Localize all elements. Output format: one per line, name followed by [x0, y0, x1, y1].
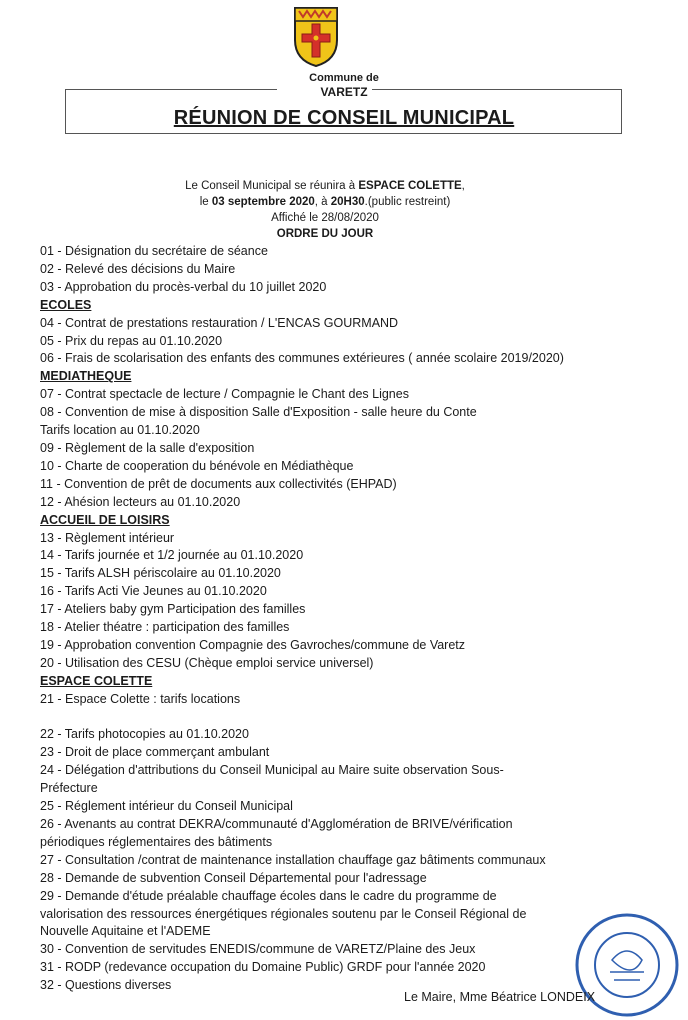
agenda-item: 08 - Convention de mise à disposition Salle d'Exposition - salle heure du Conte — [40, 405, 477, 420]
agenda-item: 11 - Convention de prêt de documents aux collectivités (EHPAD) — [40, 476, 397, 491]
agenda-item: 24 - Délégation d'attributions du Conseil Municipal au Maire suite observation Sous- — [40, 763, 504, 778]
notice-text: .(public restreint) — [364, 196, 451, 208]
agenda-item: 19 - Approbation convention Compagnie des Gavroches/commune de Varetz — [40, 637, 466, 652]
agenda-item: Tarifs location au 01.10.2020 — [40, 423, 200, 438]
agenda-item: 20 - Utilisation des CESU (Chèque emploi service universel) — [40, 655, 374, 670]
agenda-item: 14 - Tarifs journée et 1/2 journée au 01.10.2020 — [40, 548, 304, 563]
agenda-spacer — [40, 709, 640, 727]
agenda-item: valorisation des ressources énergétiques régionales soutenu par le Conseil Régional de — [40, 906, 527, 921]
agenda-item: 03 - Approbation du procès-verbal du 10 juillet 2020 — [40, 279, 327, 294]
agenda-item: 12 - Ahésion lecteurs au 01.10.2020 — [40, 494, 241, 509]
meeting-time: 20H30 — [330, 196, 365, 208]
commune-label: Commune de — [309, 72, 379, 84]
agenda-item: 05 - Prix du repas au 01.10.2020 — [40, 333, 223, 348]
agenda-item: 04 - Contrat de prestations restauration / L'ENCAS GOURMAND — [40, 315, 399, 330]
agenda-item: 18 - Atelier théatre : participation des familles — [40, 620, 290, 635]
agenda-item: périodiques réglementaires des bâtiments — [40, 834, 273, 849]
agenda-item: 29 - Demande d'étude préalable chauffage écoles dans le cadre du programme de — [40, 888, 497, 903]
agenda-item: Nouvelle Aquitaine et l'ADEME — [40, 924, 211, 939]
agenda-section-heading: ACCUEIL DE LOISIRS — [40, 512, 170, 527]
notice-text: Le Conseil Municipal se réunira à — [185, 180, 359, 192]
agenda-item: 27 - Consultation /contrat de maintenance installation chauffage gaz bâtiments communaux — [40, 852, 546, 867]
notice-text: , — [461, 180, 465, 192]
agenda-item: 32 - Questions diverses — [40, 978, 172, 993]
agenda-item: Préfecture — [40, 781, 98, 796]
meeting-date: 03 septembre 2020 — [211, 196, 315, 208]
agenda-item: 30 - Convention de servitudes ENEDIS/commune de VARETZ/Plaine des Jeux — [40, 942, 476, 957]
notice-text: , à — [314, 196, 331, 208]
coat-of-arms-icon — [291, 2, 341, 68]
agenda-heading: ORDRE DU JOUR — [276, 228, 374, 240]
agenda-item: 22 - Tarifs photocopies au 01.10.2020 — [40, 727, 249, 742]
agenda-item: 01 - Désignation du secrétaire de séance — [40, 244, 268, 258]
agenda-section-heading: MEDIATHEQUE — [40, 369, 132, 384]
agenda-section-heading: ECOLES — [40, 297, 92, 312]
agenda-section-heading: ESPACE COLETTE — [40, 673, 153, 688]
venue: ESPACE COLETTE — [358, 180, 462, 192]
agenda-item: 15 - Tarifs ALSH périscolaire au 01.10.2020 — [40, 566, 281, 581]
agenda-item: 28 - Demande de subvention Conseil Départemental pour l'adressage — [40, 870, 427, 885]
agenda-item: 17 - Ateliers baby gym Participation des familles — [40, 602, 306, 617]
agenda-item: 26 - Avenants au contrat DEKRA/communauté d'Agglomération de BRIVE/vérification — [40, 816, 513, 831]
commune-name: VARETZ — [320, 85, 368, 99]
agenda-item: 16 - Tarifs Acti Vie Jeunes au 01.10.2020 — [40, 584, 267, 599]
agenda-item: 06 - Frais de scolarisation des enfants des communes extérieures ( année scolaire 2019/2020) — [40, 351, 564, 366]
agenda-list — [40, 243, 640, 995]
meeting-notice — [0, 178, 650, 242]
agenda-item: 31 - RODP (redevance occupation du Domaine Public) GRDF pour l'année 2020 — [40, 960, 486, 975]
posted-date: Affiché le 28/08/2020 — [271, 212, 379, 224]
agenda-item: 02 - Relevé des décisions du Maire — [40, 261, 236, 276]
agenda-item: 09 - Règlement de la salle d'exposition — [40, 440, 255, 455]
agenda-item: 10 - Charte de cooperation du bénévole en Médiathèque — [40, 458, 354, 473]
page-title: RÉUNION DE CONSEIL MUNICIPAL — [173, 107, 515, 129]
agenda-item: 07 - Contrat spectacle de lecture / Compagnie le Chant des Lignes — [40, 387, 409, 402]
agenda-item: 23 - Droit de place commerçant ambulant — [40, 745, 270, 760]
agenda-item: 25 - Réglement intérieur du Conseil Municipal — [40, 799, 293, 814]
agenda-item: 21 - Espace Colette : tarifs locations — [40, 691, 241, 706]
signature: Le Maire, Mme Béatrice LONDEIX — [404, 990, 596, 1004]
notice-text: le — [199, 196, 212, 208]
agenda-item: 13 - Règlement intérieur — [40, 530, 175, 545]
